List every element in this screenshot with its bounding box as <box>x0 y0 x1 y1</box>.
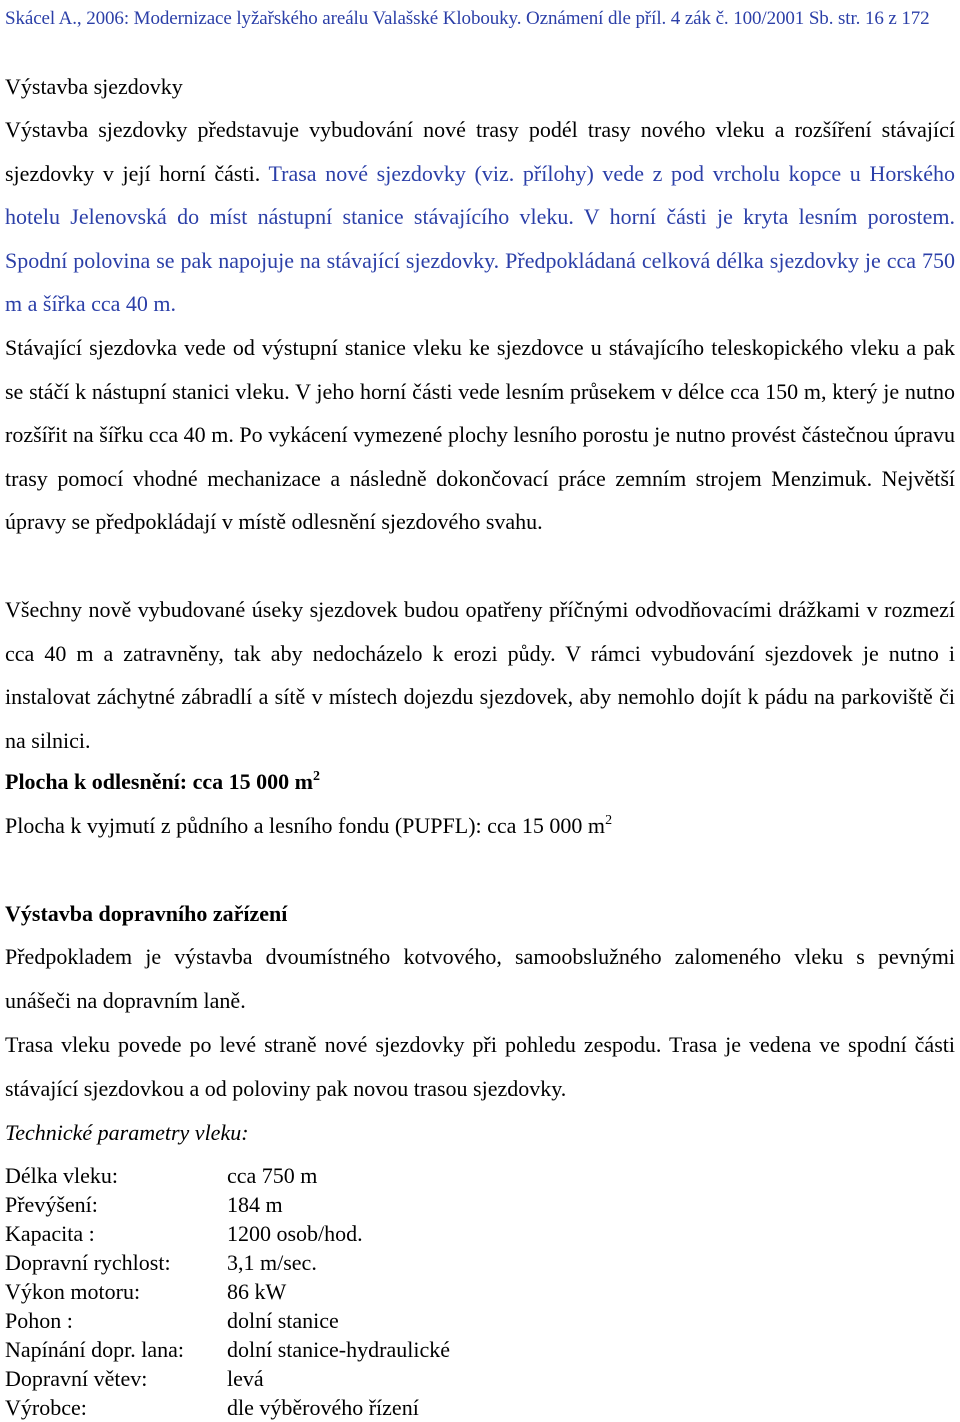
paragraph-text-highlight: Trasa nové sjezdovky (viz. přílohy) vede z pod vrcholu kopce u Horského hotelu Jelenovská do míst nástupní stanice stávajícího vleku. V horní části je kryta lesním porostem. Spodní polovina se pak napojuje na stávající sjezdovky. Předpokládaná celková délka sjezdovky je cca 750 m a šířka cca 40 m. <box>5 160 955 316</box>
section-heading-sjezdovka: Výstavba sjezdovky <box>5 74 183 99</box>
page-header: Skácel A., 2006: Modernizace lyžařského areálu Valašské Klobouky. Oznámení dle příl. 4 zák č. 100/2001 Sb. str. 16 z 172 <box>5 8 930 29</box>
param-value: dolní stanice-hydraulické <box>227 1337 450 1362</box>
param-label: Kapacita : <box>5 1221 95 1246</box>
param-label: Dopravní rychlost: <box>5 1250 171 1275</box>
paragraph-sjezdovka-intro <box>5 108 955 326</box>
param-label: Výrobce: <box>5 1395 87 1420</box>
area-pupfl-text: Plocha k vyjmutí z půdního a lesního fondu (PUPFL): cca 15 000 m <box>5 813 606 838</box>
paragraph-odvodneni: Všechny nově vybudované úseky sjezdovek budou opatřeny příčnými odvodňovacími drážkami v rozmezí cca 40 m a zatravněny, tak aby nedocházelo k erozi půdy. V rámci vybudování sjezdovek je nutno i instalovat záchytné zábradlí a sítě v místech dojezdu sjezdovek, aby nemohlo dojít k pádu na parkoviště či na silnici. <box>5 597 955 753</box>
param-value: 86 kW <box>227 1279 287 1304</box>
param-label: Pohon : <box>5 1308 73 1333</box>
paragraph-stavajici-sjezdovka: Stávající sjezdovka vede od výstupní stanice vleku ke sjezdovce u stávajícího teleskopického vleku a pak se stáčí k nástupní stanici vleku. V jeho horní části vede lesním průsekem v délce cca 150 m, který je nutno rozšířit na šířku cca 40 m. Po vykácení vymezené plochy lesního porostu je nutno provést částečnou úpravu trasy pomocí vhodné mechanizace a následně dokončovací práce zemním strojem Menzimuk. Největší úpravy se předpokládají v místě odlesnění sjezdového svahu. <box>5 335 955 534</box>
param-value: 184 m <box>227 1192 283 1217</box>
param-value: 1200 osob/hod. <box>227 1221 363 1246</box>
area-deforestation <box>5 769 320 795</box>
param-label: Výkon motoru: <box>5 1279 141 1304</box>
area-pupfl-sup: 2 <box>605 813 613 828</box>
paragraph-text: Výstavba sjezdovky představuje vybudování nové trasy podél trasy nového vleku a rozšíření stávající sjezdovky v její horní části. <box>5 117 955 186</box>
param-label: Délka vleku: <box>5 1163 119 1188</box>
param-value: cca 750 m <box>227 1163 318 1188</box>
param-value: levá <box>227 1366 264 1391</box>
param-label: Napínání dopr. lana: <box>5 1337 185 1362</box>
area-deforestation-text: Plocha k odlesnění: cca 15 000 m <box>5 769 313 794</box>
section-heading-vlek: Výstavba dopravního zařízení <box>5 901 288 926</box>
param-value: 3,1 m/sec. <box>227 1250 317 1275</box>
area-pupfl <box>5 813 612 839</box>
params-title: Technické parametry vleku: <box>5 1120 249 1145</box>
paragraph-vlek-predpoklad: Předpokladem je výstavba dvoumístného kotvového, samoobslužného zalomeného vleku s pevnými unášeči na dopravním laně. <box>5 944 955 1013</box>
param-value: dle výběrového řízení <box>227 1395 419 1420</box>
param-value: dolní stanice <box>227 1308 339 1333</box>
param-label: Dopravní větev: <box>5 1366 148 1391</box>
param-label: Převýšení: <box>5 1192 98 1217</box>
paragraph-trasa-vleku: Trasa vleku povede po levé straně nové sjezdovky při pohledu zespodu. Trasa je vedena ve spodní části stávající sjezdovkou a od poloviny pak novou trasou sjezdovky. <box>5 1032 955 1101</box>
area-deforestation-sup: 2 <box>313 769 320 784</box>
